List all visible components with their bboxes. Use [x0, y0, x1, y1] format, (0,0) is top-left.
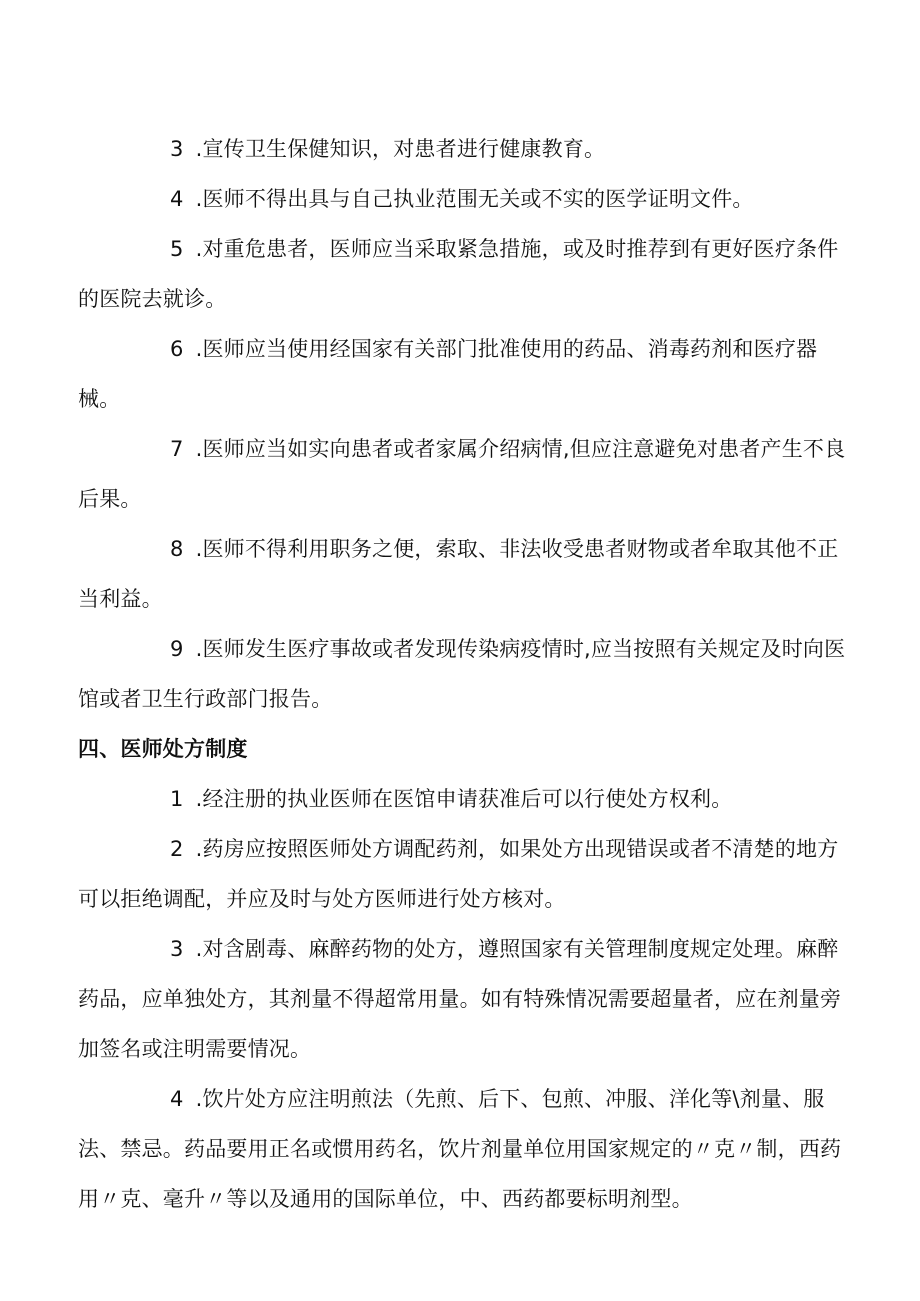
item-text: .医师不得利用职务之便，索取、非法收受患者财物或者牟取其他不正当利益。	[78, 537, 839, 611]
list-item	[78, 174, 848, 224]
list-item	[78, 1074, 848, 1224]
item-text: .医师不得出具与自己执业范围无关或不实的医学证明文件。	[195, 187, 754, 211]
item-number: 2	[170, 837, 184, 861]
list-item	[78, 324, 848, 424]
section-heading: 四、医师处方制度	[78, 737, 248, 761]
list-item	[78, 824, 848, 924]
item-text: .对含剧毒、麻醉药物的处方，遵照国家有关管理制度规定处理。麻醉药品，应单独处方，其剂量不得超常用量。如有特殊情况需要超量者，应在剂量旁加签名或注明需要情况。	[78, 937, 842, 1061]
list-item	[78, 774, 848, 824]
item-number: 8	[170, 537, 184, 561]
list-item	[78, 124, 848, 174]
item-number: 5	[170, 237, 184, 261]
list-item	[78, 924, 848, 1074]
item-number: 3	[170, 137, 184, 161]
item-text: .医师应当使用经国家有关部门批准使用的药品、消毒药剂和医疗器械。	[78, 337, 818, 411]
list-item	[78, 224, 848, 324]
list-item	[78, 424, 848, 524]
list-item	[78, 524, 848, 624]
item-number: 6	[170, 337, 184, 361]
item-text: .宣传卫生保健知识，对患者进行健康教育。	[195, 137, 606, 161]
item-number: 4	[170, 1087, 184, 1111]
item-text: .医师应当如实向患者或者家属介绍病情,但应注意避免对患者产生不良后果。	[78, 437, 846, 511]
item-text: .药房应按照医师处方调配药剂，如果处方出现错误或者不清楚的地方可以拒绝调配，并应及时与处方医师进行处方核对。	[78, 837, 839, 911]
item-text: .饮片处方应注明煎法（先煎、后下、包煎、冲服、洋化等\剂量、服法、禁忌。药品要用正名或惯用药名，饮片剂量单位用国家规定的〃克〃制，西药用〃克、毫升〃等以及通用的国际单位，中、西药都要标明剂型。	[78, 1087, 842, 1211]
item-number: 9	[170, 637, 184, 661]
list-item	[78, 624, 848, 724]
item-text: .对重危患者，医师应当采取紧急措施，或及时推荐到有更好医疗条件的医院去就诊。	[78, 237, 839, 311]
item-number: 3	[170, 937, 184, 961]
item-number: 1	[170, 787, 184, 811]
item-number: 7	[170, 437, 184, 461]
item-text: .医师发生医疗事故或者发现传染病疫情时,应当按照有关规定及时向医馆或者卫生行政部门报告。	[78, 637, 846, 711]
item-number: 4	[170, 187, 184, 211]
document-body	[78, 124, 848, 1224]
item-text: .经注册的执业医师在医馆申请获准后可以行使处方权利。	[195, 787, 733, 811]
